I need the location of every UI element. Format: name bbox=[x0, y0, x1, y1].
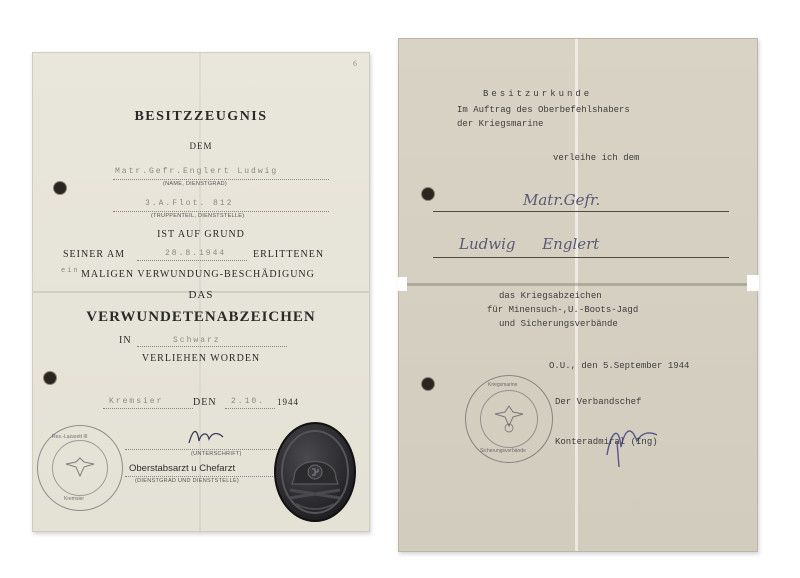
issue-date: 2.10. bbox=[231, 397, 266, 406]
punch-hole bbox=[421, 377, 435, 391]
ist-auf-grund: IST AUF GRUND bbox=[157, 229, 245, 240]
corner-mark: 6 bbox=[353, 59, 357, 68]
den-label: DEN bbox=[193, 397, 217, 408]
verleihe-line: verleihe ich dem bbox=[553, 153, 640, 163]
underline bbox=[433, 211, 729, 212]
issue-year: 1944 bbox=[277, 397, 299, 407]
stamp-text-top: Res.-Lazarett III bbox=[52, 434, 88, 440]
eagle-icon bbox=[493, 402, 525, 434]
stamp-text-bottom: Kremsier bbox=[64, 496, 85, 502]
stamp-text-bottom: Sicherungsverbände bbox=[480, 448, 526, 454]
place: Kremsier bbox=[109, 397, 164, 406]
dotted-line bbox=[103, 408, 193, 409]
place-date: O.U., den 5.September 1944 bbox=[549, 361, 690, 371]
award-line-1: das Kriegsabzeichen bbox=[499, 291, 602, 301]
kriegsmarine-stamp bbox=[465, 375, 553, 463]
header-line-2: der Kriegsmarine bbox=[457, 119, 544, 129]
handwritten-rank: Matr.Gefr. bbox=[523, 191, 601, 209]
besitzurkunde-document bbox=[398, 38, 758, 552]
ein-typed: ein bbox=[61, 267, 80, 275]
recipient-caption: (NAME, DIENSTGRAD) bbox=[163, 181, 228, 187]
document-title: Besitzurkunde bbox=[483, 89, 593, 99]
dotted-line bbox=[137, 260, 247, 261]
unit-name: 3.A.Flot. 812 bbox=[145, 199, 234, 208]
signature-caption: (UNTERSCHRIFT) bbox=[191, 451, 242, 457]
dotted-line bbox=[113, 211, 329, 212]
signer-title: Oberstabsarzt u Chefarzt bbox=[129, 463, 236, 474]
seiner-am-label: SEINER AM bbox=[63, 249, 126, 260]
verliehen-label: VERLIEHEN WORDEN bbox=[141, 353, 261, 364]
admiral-rank: Konteradmiral (Ing) bbox=[555, 437, 658, 447]
award-name: VERWUNDETENABZEICHEN bbox=[86, 309, 316, 325]
dotted-line bbox=[137, 346, 287, 347]
underline bbox=[433, 257, 729, 258]
in-label: IN bbox=[119, 335, 132, 346]
paper-tear bbox=[747, 275, 759, 291]
award-line-3: und Sicherungsverbände bbox=[499, 319, 618, 329]
signer-caption: (DIENSTGRAD UND DIENSTSTELLE) bbox=[135, 478, 240, 484]
award-line-2: für Minensuch-,U.-Boots-Jagd bbox=[487, 305, 639, 315]
erlittenen-label: ERLITTENEN bbox=[253, 249, 325, 260]
eagle-icon bbox=[64, 454, 96, 480]
recipient-name: Matr.Gefr.Englert Ludwig bbox=[115, 167, 279, 176]
verbandschef-label: Der Verbandschef bbox=[555, 397, 642, 407]
paper-tear bbox=[397, 277, 407, 291]
dotted-line bbox=[225, 408, 275, 409]
fold-line bbox=[399, 283, 757, 286]
punch-hole bbox=[53, 181, 67, 195]
wound-badge-icon bbox=[272, 420, 358, 524]
das-label: DAS bbox=[188, 289, 214, 301]
header-line-1: Im Auftrag des Oberbefehlshabers bbox=[457, 105, 630, 115]
document-title: BESITZZEUGNIS bbox=[134, 109, 268, 124]
stamp-text-top: Kriegsmarine bbox=[488, 382, 518, 388]
punch-hole bbox=[421, 187, 435, 201]
handwritten-name: Ludwig Englert bbox=[459, 235, 600, 253]
lazarett-stamp bbox=[37, 425, 123, 511]
maligen-label: MALIGEN VERWUNDUNG-BESCHÄDIGUNG bbox=[81, 269, 315, 280]
punch-hole bbox=[43, 371, 57, 385]
unit-caption: (TRUPPENTEIL, DIENSTSTELLE) bbox=[151, 213, 245, 219]
dotted-line bbox=[113, 179, 329, 180]
dem-label: DEM bbox=[189, 141, 213, 151]
doctor-signature bbox=[183, 423, 233, 451]
injury-date: 28.8.1944 bbox=[165, 249, 227, 258]
badge-grade: Schwarz bbox=[173, 336, 221, 345]
